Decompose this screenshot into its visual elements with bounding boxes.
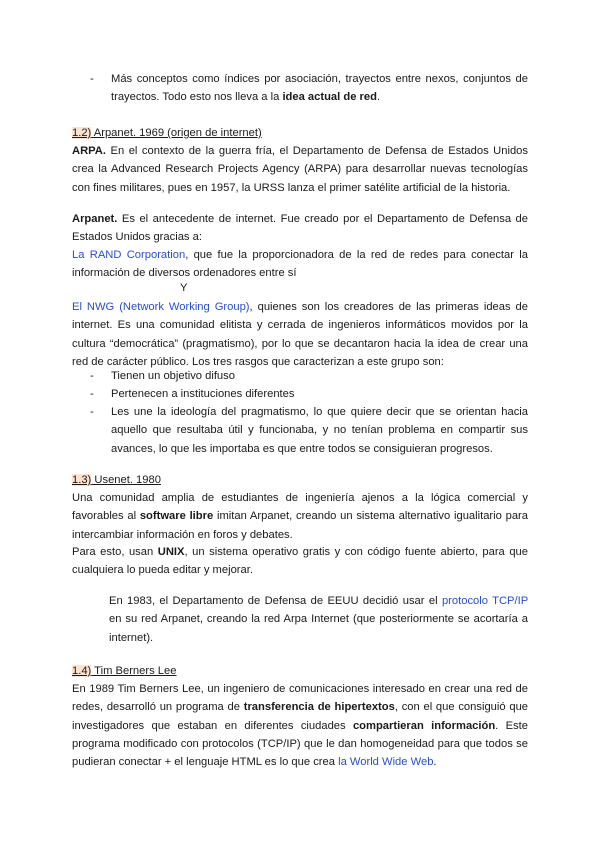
heading-text: [72, 665, 176, 677]
berners-lee-paragraph: [72, 680, 528, 771]
nwg-paragraph: [72, 298, 528, 371]
rand-link[interactable]: La RAND Corporation: [72, 249, 186, 261]
nwg-link[interactable]: El NWG (Network Working Group): [72, 301, 250, 313]
text-run: Es el antecedente de internet. Fue creado por el Departamento de Defensa de Estados Unidos gracias a:: [72, 213, 528, 244]
bold-run: UNIX: [157, 546, 185, 558]
bold-run: compartieran información: [352, 719, 496, 732]
heading-title: Usenet. 1980: [91, 474, 161, 486]
list-item-text: Pertenecen a instituciones diferentes: [111, 388, 295, 400]
text-run: Más conceptos como índices por asociación, trayectos entre nexos, conjuntos de trayectos. Todo esto nos lleva a la: [111, 73, 528, 104]
section-heading-1-4: [72, 662, 528, 680]
bold-run: idea actual de red: [282, 91, 377, 104]
arpanet-paragraph: [72, 210, 528, 247]
intro-bullet-text: [111, 70, 528, 107]
text-run: En el contexto de la guerra fría, el Departamento de Defensa de Estados Unidos crea la Advanced Research Projects Agency (ARPA) para desarrollar nuevas tecnologías con fines militares, pues en 1957, la URSS lanza el primer satélite artificial de la historia.: [72, 145, 528, 194]
text-run: , con el que consiguió que investigadores que estaban en diferentes ciudades: [72, 701, 529, 732]
text-run: . Este programa modificado con protocolos (TCP/IP) que le dan homogeneidad para que todos se pudieran conectar + el lenguaje HTML es lo que crea: [72, 719, 528, 769]
tcpip-paragraph: [109, 592, 528, 647]
conjunction-y: Y: [180, 282, 188, 294]
text-run: Para esto, usan: [72, 546, 158, 558]
bullet-dash: -: [90, 370, 94, 382]
text-run: .: [376, 91, 381, 104]
text-run: imitan Arpanet, creando un sistema alternativo igualitario para intercambiar información en foros y debates.: [72, 510, 529, 541]
bullet-dash: -: [90, 388, 94, 400]
bold-run: ARPA.: [72, 145, 106, 157]
text-run: En 1989 Tim Berners Lee, un ingeniero de comunicaciones interesado en crear una red de redes, desarrolló un programa de: [72, 683, 528, 714]
list-item: [90, 367, 528, 385]
text-run: , un sistema operativo gratis y con código fuente abierto, para que cualquiera lo pueda editar y mejorar.: [72, 546, 528, 577]
list-item-text: Les une la ideología del pragmatismo, lo que quiere decir que se orientan hacia aquello que resultaba útil y funcionaba, y no tenían problema en compartir sus avances, lo que les importaba es que entre todos se consiguieran progresos.: [111, 406, 528, 455]
text-run: en su red Arpanet, creando la red Arpa Internet (que posteriormente se acortaría a internet).: [109, 613, 528, 644]
heading-number: 1.2): [72, 127, 92, 139]
bold-run: software libre: [139, 510, 214, 523]
unix-paragraph: [72, 543, 528, 580]
list-item: [90, 385, 528, 403]
heading-number: 1.3): [72, 474, 92, 486]
heading-title: Arpanet. 1969 (origen de internet): [91, 127, 262, 139]
list-item-text: Tienen un objetivo difuso: [111, 370, 235, 382]
heading-text: [72, 474, 161, 486]
text-run: .: [433, 756, 437, 769]
intro-bullet: [90, 70, 528, 107]
bold-run: transferencia de hipertextos: [243, 701, 395, 714]
rand-paragraph: [72, 246, 528, 283]
bullet-dash: -: [90, 73, 94, 85]
text-run: , quienes son los creadores de las primeras ideas de internet. Es una comunidad elitista y cerrada de ingenieros informáticos movidos por la cultura “democrática” (pragmatismo), por lo que se decantaron hacia la idea de crear una red de carácter público. Los tres rasgos que caracterizan a este grupo son:: [72, 301, 528, 368]
bold-run: Arpanet.: [72, 213, 118, 225]
bullet-dash: -: [90, 406, 94, 418]
section-heading-1-3: [72, 471, 528, 489]
arpa-paragraph: [72, 142, 528, 197]
text-run: En 1983, el Departamento de Defensa de EEUU decidió usar el: [109, 595, 442, 607]
usenet-paragraph: [72, 489, 528, 544]
list-item: [90, 403, 528, 458]
tcpip-link[interactable]: protocolo TCP/IP: [441, 595, 528, 607]
section-heading-1-2: [72, 124, 528, 142]
text-run: , que fue la proporcionadora de la red de redes para conectar la información de diversos ordenadores entre sí: [72, 249, 528, 280]
text-run: Una comunidad amplia de estudiantes de ingeniería ajenos a la lógica comercial y favorables al: [72, 492, 528, 523]
heading-number: 1.4): [72, 665, 92, 677]
heading-title: Tim Berners Lee: [91, 665, 177, 677]
heading-text: [72, 127, 262, 139]
www-link[interactable]: la World Wide Web: [338, 756, 434, 769]
